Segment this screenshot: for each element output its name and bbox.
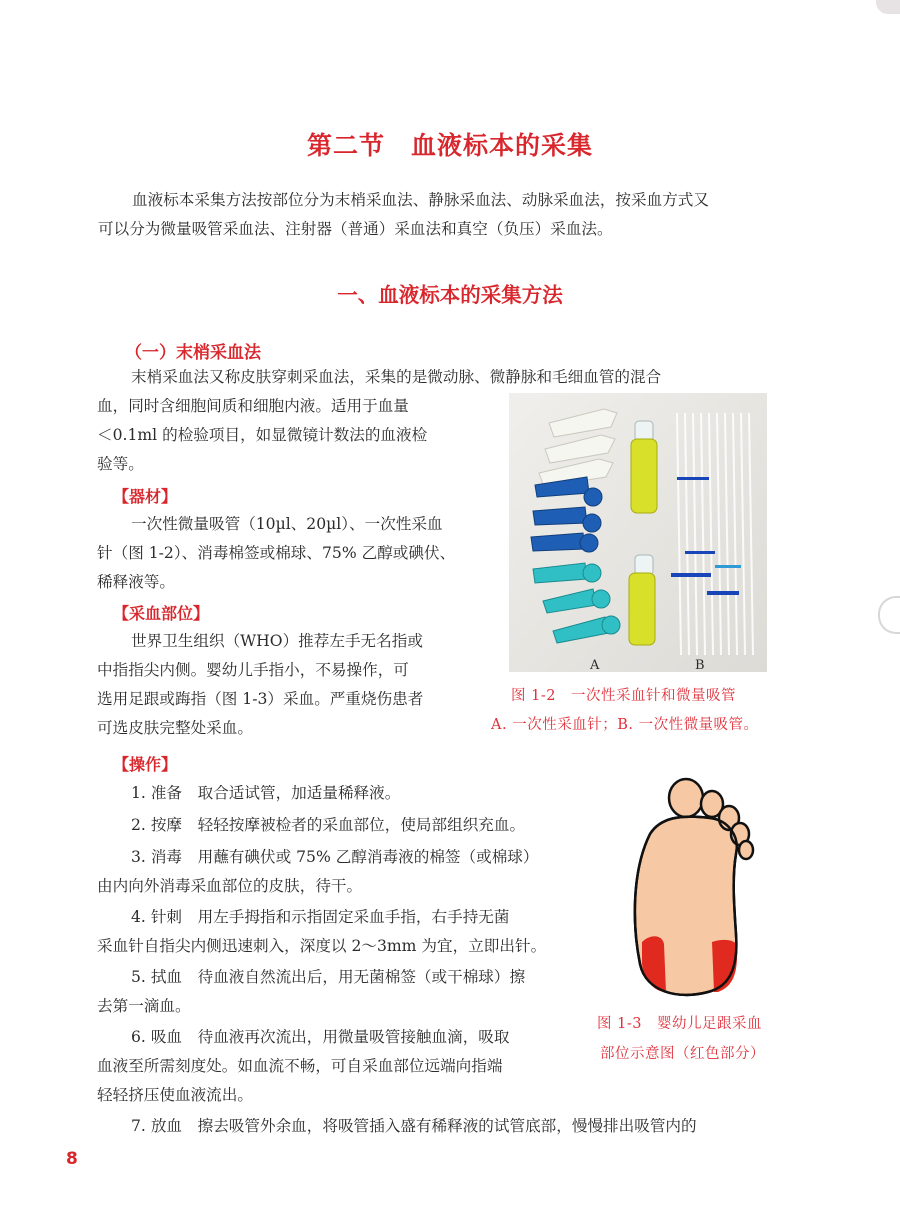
- para1-line-4: 验等。: [97, 455, 144, 473]
- site-heading: 【采血部位】: [113, 604, 210, 623]
- figure-label-a: A: [590, 658, 600, 672]
- equipment-line-1: 一次性微量吸管（10µl、20µl）、一次性采血: [131, 515, 443, 533]
- figure-1-2-photo: [509, 393, 767, 672]
- section-heading: 一、血液标本的采集方法: [337, 283, 563, 307]
- lancets-and-pipettes-illustration: [509, 393, 767, 672]
- equipment-heading: 【器材】: [113, 487, 178, 506]
- intro-paragraph: [98, 186, 798, 215]
- figure-1-3-foot-illustration: [620, 774, 760, 1004]
- site-line-2: 中指指尖内侧。婴幼儿手指小，不易操作，可: [97, 661, 409, 679]
- operation-line-10: 血液至所需刻度处。如血流不畅，可自采血部位远端向指端: [97, 1057, 503, 1075]
- subsection-heading: （一）末梢采血法: [125, 343, 261, 363]
- figure-1-3-caption-line-2: 部位示意图（红色部分）: [600, 1046, 765, 1062]
- operation-line-8: 去第一滴血。: [97, 997, 191, 1015]
- operation-line-11: 轻轻挤压使血液流出。: [97, 1086, 253, 1104]
- operation-line-9: 6. 吸血 待血液再次流出，用微量吸管接触血滴，吸取: [131, 1028, 510, 1046]
- page-edge-tab: [878, 596, 900, 634]
- operation-line-4: 由内向外消毒采血部位的皮肤，待干。: [97, 877, 363, 895]
- para1-line-2: 血，同时含细胞间质和细胞内液。适用于血量: [97, 397, 409, 415]
- para1-line-3: ＜0.1ml 的检验项目，如显微镜计数法的血液检: [97, 426, 428, 444]
- figure-label-b: B: [695, 658, 705, 672]
- figure-1-2-caption-line-1: 图 1-2 一次性采血针和微量吸管: [511, 688, 736, 704]
- blue-lancets: [531, 477, 602, 552]
- site-line-4: 可选皮肤完整处采血。: [97, 719, 253, 737]
- intro-line-2: 可以分为微量吸管采血法、注射器（普通）采血法和真空（负压）采血法。: [98, 220, 613, 238]
- operation-line-12: 7. 放血 擦去吸管外余血，将吸管插入盛有稀释液的试管底部，慢慢排出吸管内的: [131, 1117, 697, 1135]
- operation-line-7: 5. 拭血 待血液自然流出后，用无菌棉签（或干棉球）擦: [131, 968, 526, 986]
- equipment-line-3: 稀释液等。: [97, 573, 175, 591]
- intro-line-1: 血液标本采集方法按部位分为末梢采血法、静脉采血法、动脉采血法，按采血方式又: [132, 191, 709, 209]
- equipment-line-2: 针（图 1-2）、消毒棉签或棉球、75% 乙醇或碘伏、: [97, 544, 456, 562]
- para1-line-1: 末梢采血法又称皮肤穿刺采血法，采集的是微动脉、微静脉和毛细血管的混合: [131, 368, 662, 386]
- page-number: 8: [66, 1149, 78, 1169]
- site-line-3: 选用足跟或踇指（图 1-3）采血。严重烧伤患者: [97, 690, 424, 708]
- page-corner-tab: [876, 0, 900, 14]
- operation-heading: 【操作】: [113, 755, 178, 774]
- page-title: 第二节 血液标本的采集: [306, 131, 593, 160]
- operation-line-1: 1. 准备 取合适试管，加适量稀释液。: [131, 784, 401, 802]
- figure-1-2-caption-line-2: A. 一次性采血针；B. 一次性微量吸管。: [491, 717, 759, 733]
- operation-line-5: 4. 针刺 用左手拇指和示指固定采血手指，右手持无菌: [131, 908, 510, 926]
- site-line-1: 世界卫生组织（WHO）推荐左手无名指或: [131, 632, 423, 650]
- heel-red-area-left: [642, 936, 666, 992]
- operation-line-2: 2. 按摩 轻轻按摩被检者的采血部位，使局部组织充血。: [131, 816, 526, 834]
- figure-1-3-caption-line-1: 图 1-3 婴幼儿足跟采血: [597, 1016, 762, 1032]
- operation-line-3: 3. 消毒 用蘸有碘伏或 75% 乙醇消毒液的棉签（或棉球）: [131, 848, 539, 866]
- operation-line-6: 采血针自指尖内侧迅速刺入，深度以 2～3mm 为宜，立即出针。: [97, 937, 547, 955]
